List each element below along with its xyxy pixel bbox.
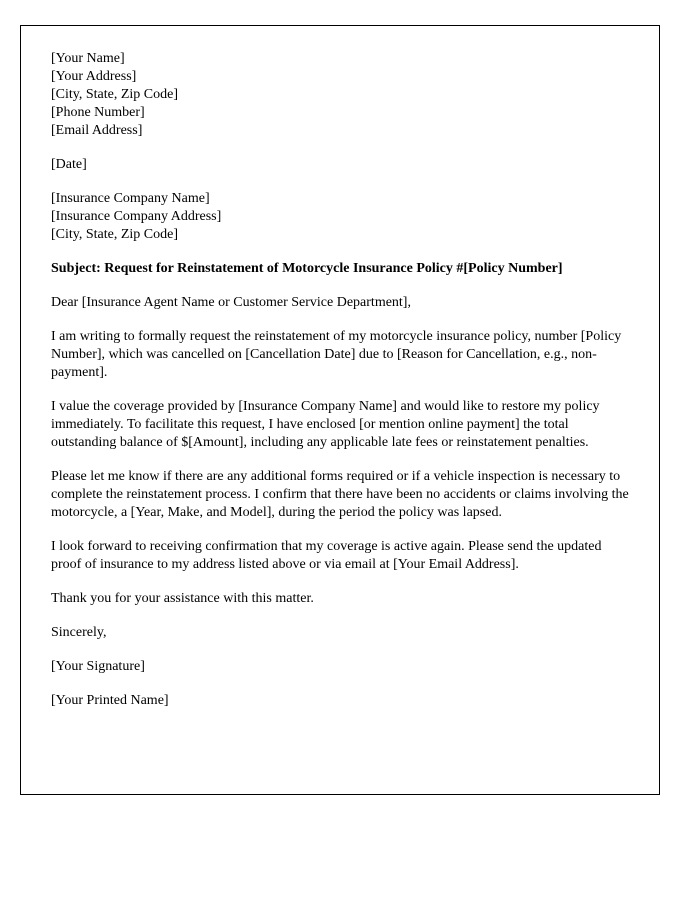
subject-line: Subject: Request for Reinstatement of Motorcycle Insurance Policy #[Policy Number]	[51, 261, 563, 276]
salutation-line: Dear [Insurance Agent Name or Customer Service Department],	[51, 295, 411, 310]
recipient-block	[51, 190, 629, 244]
body-paragraph-4: I look forward to receiving confirmation that my coverage is active again. Please send the updated proof of insurance to my address listed above or via email at [Your Email Address].	[51, 539, 602, 572]
sender-address-line: [Your Address]	[51, 69, 137, 84]
sender-email-line: [Email Address]	[51, 123, 143, 138]
sender-block	[51, 50, 629, 140]
sender-phone-line: [Phone Number]	[51, 105, 145, 120]
printed-name-line: [Your Printed Name]	[51, 693, 169, 708]
date-block	[51, 156, 629, 174]
body-paragraph-5: Thank you for your assistance with this matter.	[51, 591, 314, 606]
recipient-company-address-line: [Insurance Company Address]	[51, 209, 222, 224]
signature-line: [Your Signature]	[51, 659, 145, 674]
recipient-company-name-line: [Insurance Company Name]	[51, 191, 210, 206]
sender-city-state-zip-line: [City, State, Zip Code]	[51, 87, 179, 102]
closing-line: Sincerely,	[51, 625, 107, 640]
body-paragraph-2: I value the coverage provided by [Insurance Company Name] and would like to restore my policy immediately. To facilitate this request, I have enclosed [or mention online payment] the total outstanding balance of $[Amount], including any applicable late fees or reinstatement penalties.	[51, 399, 600, 450]
body-paragraph-3: Please let me know if there are any additional forms required or if a vehicle inspection is necessary to complete the reinstatement process. I confirm that there have been no accidents or claims involving the motorcycle, a [Year, Make, and Model], during the period the policy was lapsed.	[51, 469, 629, 520]
sender-name-line: [Your Name]	[51, 51, 125, 66]
recipient-city-state-zip-line: [City, State, Zip Code]	[51, 227, 179, 242]
body-paragraph-1: I am writing to formally request the reinstatement of my motorcycle insurance policy, number [Policy Number], which was cancelled on [Cancellation Date] due to [Reason for Cancellation, e.g., non-payment].	[51, 329, 622, 380]
letter-page	[20, 25, 660, 795]
date-line: [Date]	[51, 157, 87, 172]
